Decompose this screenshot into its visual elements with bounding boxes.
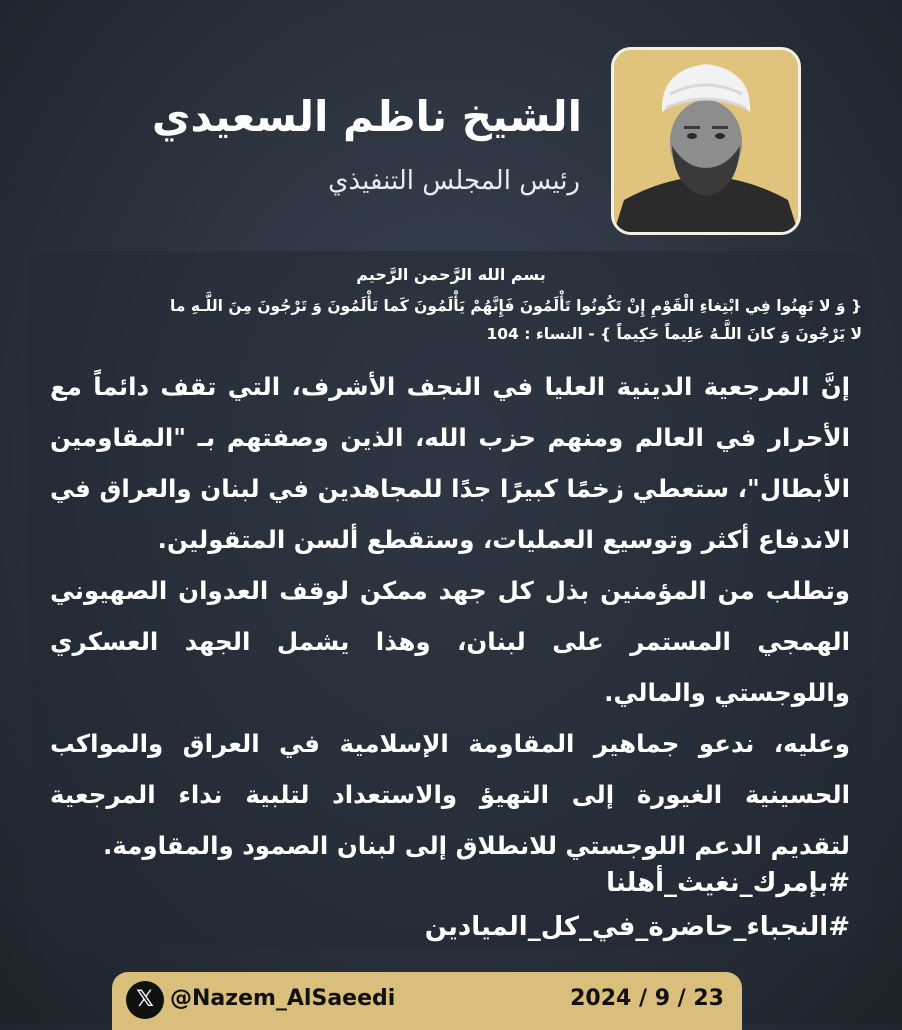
page-title: الشيخ ناظم السعيدي — [151, 92, 582, 141]
body-text-line: الاندفاع أكثر وتوسيع العمليات، وستقطع ألسن المتقولين. — [157, 525, 850, 554]
body-text-line: لتقديم الدعم اللوجستي للانطلاق إلى لبنان الصمود والمقاومة. — [103, 831, 850, 860]
hashtag-link[interactable]: #بإمرك_نغيث_أهلنا — [606, 868, 850, 898]
verse-line: لا يَرْجُونَ وَ كانَ اللَّـهُ عَلِيماً حَكِيماً } - النساء : 104 — [486, 325, 862, 343]
body-text-line: الهمجي المستمر على لبنان، وهذا يشمل الجهد العسكري — [50, 627, 850, 656]
post-date: 2024 / 9 / 23 — [570, 986, 724, 1011]
verse-line: { وَ لا تَهِنُوا فِي ابْتِغاءِ الْقَوْمِ إِنْ تَكُونُوا تَأْلَمُونَ فَإِنَّهُمْ يَأْلَمُونَ كَما تَأْلَمُونَ وَ تَرْجُونَ مِنَ اللَّـهِ ما — [170, 297, 862, 315]
body-text-line: واللوجستي والمالي. — [604, 678, 850, 707]
hashtag-link[interactable]: #النجباء_حاضرة_في_كل_الميادين — [424, 912, 850, 942]
x-logo-icon: 𝕏 — [126, 981, 164, 1019]
basmala-text: بسم الله الرَّحمن الرَّحيم — [356, 265, 546, 284]
subtitle-role: رئيس المجلس التنفيذي — [328, 166, 580, 196]
footer-bar — [112, 972, 742, 1030]
body-text-line: الأبطال"، ستعطي زخمًا كبيرًا جدًا للمجاهدين في لبنان والعراق في — [50, 474, 850, 503]
body-text-line: الحسينية الغيورة إلى التهيؤ والاستعداد لتلبية نداء المرجعية — [50, 780, 850, 809]
body-text-line: وتطلب من المؤمنين بذل كل جهد ممكن لوقف العدوان الصهيوني — [50, 576, 850, 605]
portrait-image — [614, 50, 798, 232]
body-text-line: إنَّ المرجعية الدينية العليا في النجف الأشرف، التي تقف دائماً مع — [50, 372, 850, 401]
body-text-line: الأحرار في العالم ومنهم حزب الله، الذين وصفتهم بـ "المقاومين — [50, 423, 850, 452]
profile-photo — [611, 47, 801, 235]
body-text-line: وعليه، ندعو جماهير المقاومة الإسلامية في العراق والمواكب — [50, 729, 850, 758]
social-handle[interactable]: @Nazem_AlSaeedi — [170, 986, 396, 1011]
